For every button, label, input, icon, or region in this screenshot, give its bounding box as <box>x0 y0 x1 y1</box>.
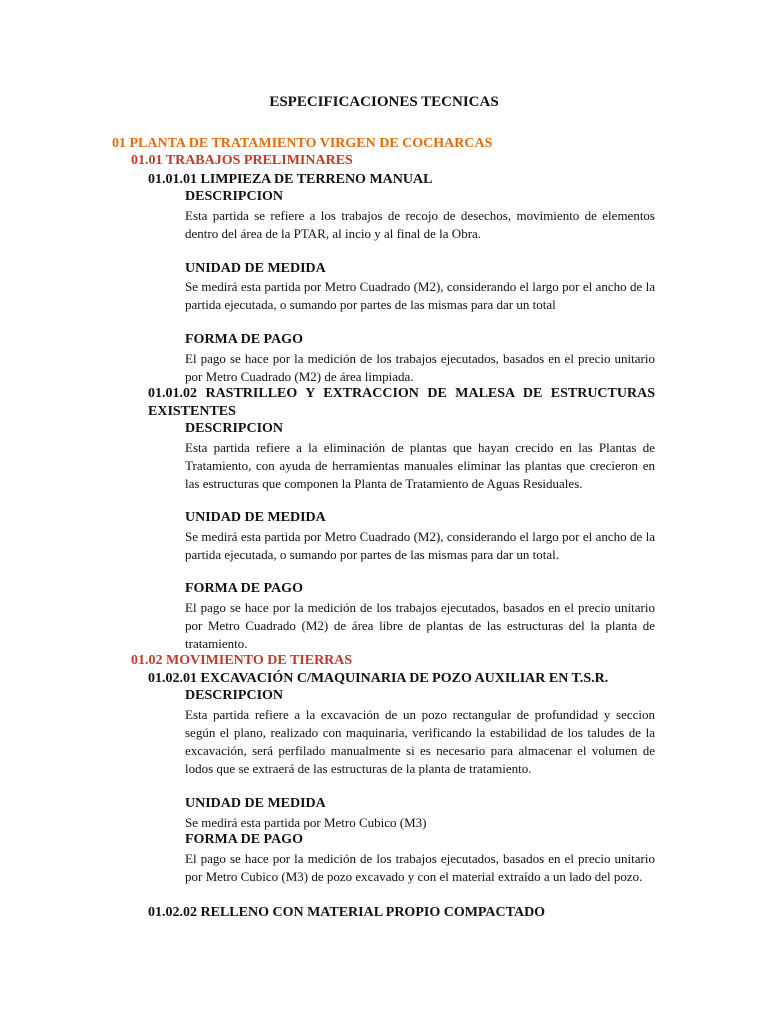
section-heading: 01 PLANTA DE TRATAMIENTO VIRGEN DE COCHARCAS <box>112 136 493 151</box>
descripcion-text: Esta partida se refiere a los trabajos de recojo de desechos, movimiento de elementos dentro del área de la PTAR, al incio y al final de la Obra. <box>185 208 655 241</box>
document-title: ESPECIFICACIONES TECNICAS <box>269 94 499 110</box>
unidad-text: Se medirá esta partida por Metro Cuadrado (M2), considerando el largo por el ancho de la partida ejecutada, o sumando por partes de las mismas para dar un total. <box>185 529 655 562</box>
descripcion-text: Esta partida refiere a la excavación de un pozo rectangular de profundidad y seccion según el plano, realizado con maquinaria, verificando la estabilidad de los taludes de la excavación, será perfilado manualmente si es necesario para almacenar el volumen de lodos que se extraerá de las estructuras de la planta de tratamiento. <box>185 707 655 776</box>
forma-pago-label: FORMA DE PAGO <box>185 581 303 596</box>
item-heading-rastrilleo: 01.01.02 RASTRILLEO Y EXTRACCION DE MALESA DE ESTRUCTURAS EXISTENTES <box>148 386 655 419</box>
unidad-text: Se medirá esta partida por Metro Cuadrado (M2), considerando el largo por el ancho de la partida ejecutada, o sumando por partes de las mismas para dar un total <box>185 279 655 312</box>
unidad-label: UNIDAD DE MEDIDA <box>185 796 326 811</box>
subsection-heading-trabajos-preliminares: 01.01 TRABAJOS PRELIMINARES <box>131 153 353 168</box>
descripcion-text: Esta partida refiere a la eliminación de plantas que hayan crecido en las Plantas de Tratamiento, con ayuda de herramientas manuales eliminar las plantas que crecieron en las estructuras que componen la Planta de Tratamiento de Aguas Residuales. <box>185 440 655 491</box>
item-heading-limpieza: 01.01.01 LIMPIEZA DE TERRENO MANUAL <box>148 172 433 187</box>
subsection-heading-movimiento-tierras: 01.02 MOVIMIENTO DE TIERRAS <box>131 653 353 668</box>
forma-pago-text: El pago se hace por la medición de los trabajos ejecutados, basados en el precio unitario por Metro Cuadrado (M2) de área limpiada. <box>185 351 655 384</box>
item-heading-excavacion: 01.02.01 EXCAVACIÓN C/MAQUINARIA DE POZO AUXILIAR EN T.S.R. <box>148 671 609 686</box>
forma-pago-label: FORMA DE PAGO <box>185 332 303 347</box>
unidad-label: UNIDAD DE MEDIDA <box>185 261 326 276</box>
unidad-text: Se medirá esta partida por Metro Cubico (M3) <box>185 815 427 830</box>
descripcion-label: DESCRIPCION <box>185 688 284 703</box>
forma-pago-label: FORMA DE PAGO <box>185 832 303 847</box>
descripcion-label: DESCRIPCION <box>185 189 284 204</box>
unidad-label: UNIDAD DE MEDIDA <box>185 510 326 525</box>
item-heading-relleno: 01.02.02 RELLENO CON MATERIAL PROPIO COMPACTADO <box>148 905 546 920</box>
forma-pago-text: El pago se hace por la medición de los trabajos ejecutados, basados en el precio unitario por Metro Cubico (M3) de pozo excavado y con el material extraído a un lado del pozo. <box>185 851 655 884</box>
descripcion-label: DESCRIPCION <box>185 421 284 436</box>
forma-pago-text: El pago se hace por la medición de los trabajos ejecutados, basados en el precio unitario por Metro Cuadrado (M2) de área libre de plantas de las estructuras del la planta de tratamiento. <box>185 600 655 651</box>
